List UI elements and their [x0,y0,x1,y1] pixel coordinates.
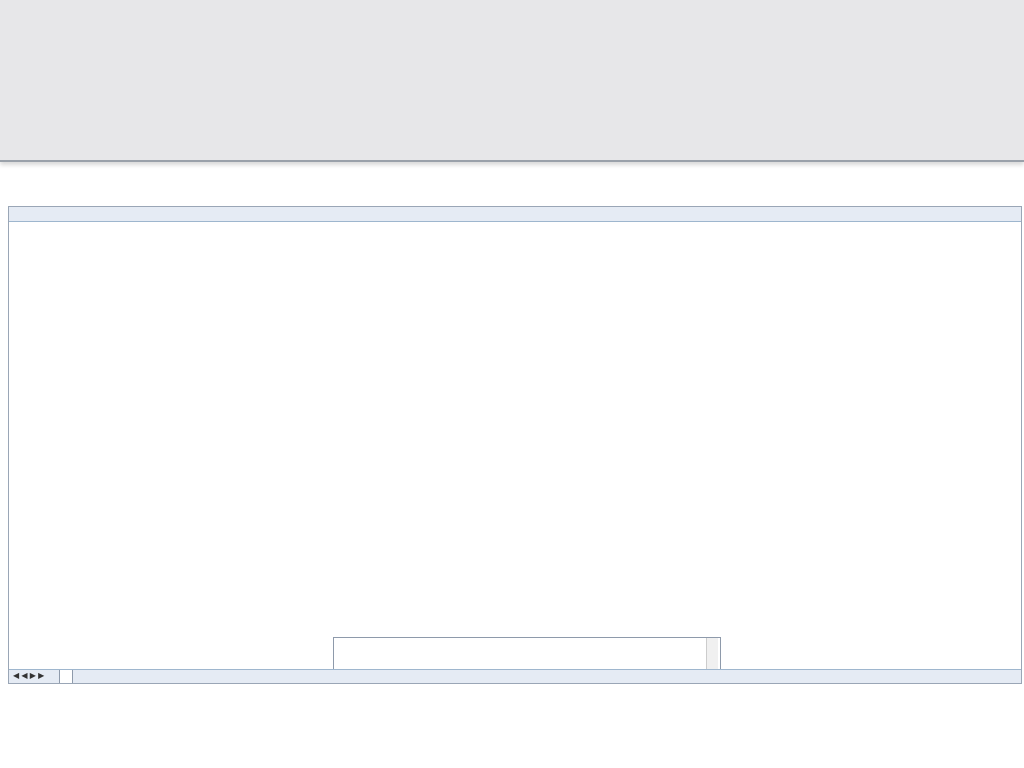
sheet-nav-arrows-icon[interactable]: ◀ ◀ ▶ ▶ [13,671,45,680]
sheet-tab[interactable] [59,670,73,684]
sheet-tab-bar [9,669,1021,684]
spreadsheet[interactable] [8,206,1022,684]
column-headers[interactable] [9,207,1021,222]
slide-header [0,0,1024,162]
